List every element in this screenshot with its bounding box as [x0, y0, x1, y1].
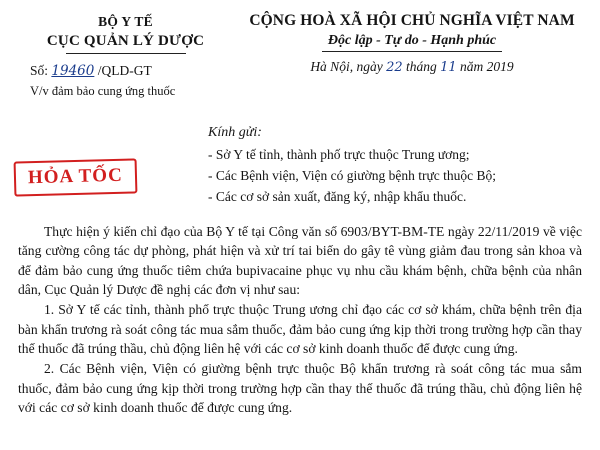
document-number-label: Số:: [30, 62, 49, 78]
motto-divider: [322, 51, 502, 52]
date-month-handwritten: 11: [440, 60, 457, 76]
body-paragraph: 1. Sở Y tế các tỉnh, thành phố trực thuộc Trung ương chỉ đạo các cơ sở khám, chữa bệnh trên địa bàn khẩn trương rà soát công tác mua sắm thuốc, đảm bảo cung ứng kịp thời trong trường hợp cần thay thế thuốc đã trúng thầu, chủ động liên hệ với các cơ sở kinh doanh thuốc để được cung ứng.: [18, 302, 582, 356]
department-name: CỤC QUẢN LÝ DƯỢC: [46, 32, 205, 49]
issuing-authority-block: [18, 10, 233, 99]
nation-name: CỘNG HOÀ XÃ HỘI CHỦ NGHĨA VIỆT NAM: [249, 12, 575, 29]
month-label: tháng: [405, 59, 437, 75]
subject-text: đảm bảo cung ứng thuốc: [51, 84, 176, 99]
recipients-title: Kính gửi:: [208, 125, 262, 141]
list-item: - Sở Y tế tỉnh, thành phố trực thuộc Trung ương;: [208, 147, 470, 163]
document-number-line: [18, 62, 233, 81]
date-day-handwritten: 22: [386, 60, 403, 76]
list-item: - Các Bệnh viện, Viện có giường bệnh trực thuộc Bộ;: [208, 168, 497, 184]
year-label: năm 2019: [460, 59, 514, 75]
document-header: [18, 10, 582, 99]
document-number-suffix: /QLD-GT: [97, 62, 152, 78]
list-item: - Các cơ sở sản xuất, đăng ký, nhập khẩu thuốc.: [208, 189, 467, 205]
page-bottom-fade: [0, 434, 600, 450]
place-date-prefix: Hà Nội, ngày: [310, 59, 383, 75]
header-divider: [66, 53, 186, 54]
body-paragraph: Thực hiện ý kiến chỉ đạo của Bộ Y tế tại Công văn số 6903/BYT-BM-TE ngày 22/11/2019 về việc tăng cường công tác dự phòng, phát hiện và xử trí tai biến do gây tê vùng giảm đau trong sản khoa và để đảm bảo cung ứng thuốc tiêm chứa bupivacaine phục vụ nhu cầu khám bệnh, chữa bệnh của nhân dân, Cục Quản lý Dược đề nghị các đơn vị như sau:: [18, 224, 582, 298]
document-body: [18, 222, 582, 417]
body-paragraph: 2. Các Bệnh viện, Viện có giường bệnh trực thuộc Bộ khẩn trương rà soát công tác mua sắm thuốc, đảm bảo cung ứng kịp thời trong trường hợp cần thay thế thuốc đã trúng thầu, chủ động liên hệ với các cơ sở kinh doanh thuốc để được cung ứng.: [18, 361, 582, 415]
urgent-stamp: HỎA TỐC: [14, 158, 138, 196]
subject-label: V/v: [30, 84, 49, 99]
document-subject-line: [18, 83, 233, 99]
ministry-name: BỘ Y TẾ: [98, 14, 153, 29]
national-motto: Độc lập - Tự do - Hạnh phúc: [327, 32, 497, 48]
place-and-date: [242, 58, 582, 77]
document-number-handwritten: 19460: [51, 62, 95, 79]
national-heading-block: [242, 10, 582, 77]
